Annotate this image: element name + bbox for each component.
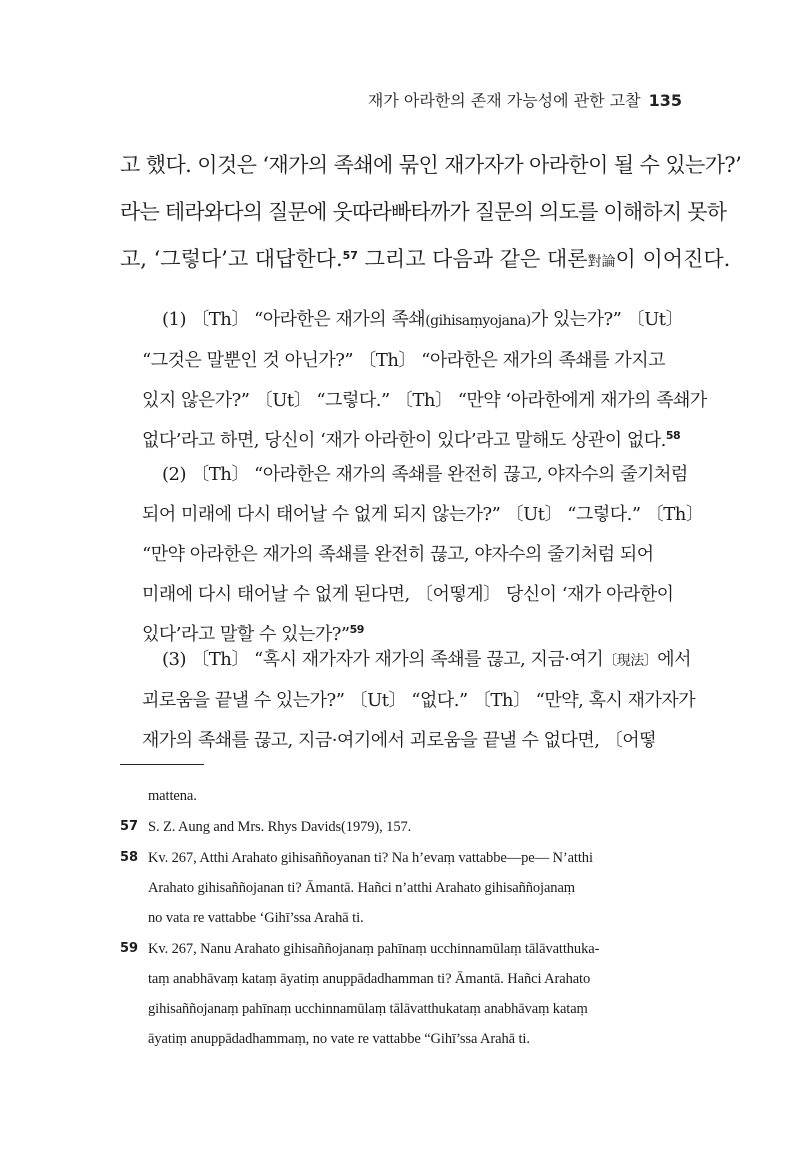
quote-line: 괴로움을 끝낼 수 있는가?” 〔Ut〕 “없다.” 〔Th〕 “만약, 혹시 재가자가 <box>142 690 696 711</box>
footnote-text: āyatiṃ anuppādadhammaṃ, no vate re vattabbe “Gihī’ssa Arahā ti. <box>148 1031 530 1047</box>
quote-line: “만약 아라한은 재가의 족쇄를 완전히 끊고, 야자수의 줄기처럼 되어 <box>142 544 654 565</box>
footnote-number: 57 <box>120 819 139 834</box>
quote-2 <box>142 455 704 655</box>
footnote-text: Kv. 267, Nanu Arahato gihisaññojanaṃ pahīnaṃ ucchinnamūlaṃ tālāvatthuka- <box>148 941 600 957</box>
page-number: 135 <box>648 91 682 110</box>
running-header <box>368 88 682 111</box>
quote-line: “그것은 말뿐인 것 아닌가?” 〔Th〕 “아라한은 재가의 족쇄를 가지고 <box>142 350 666 371</box>
quote-1 <box>142 300 707 461</box>
quote-line: 있지 않은가?” 〔Ut〕 “그렇다.” 〔Th〕 “만약 ‘아라한에게 재가의 족쇄가 <box>142 390 707 411</box>
footnote-57 <box>120 812 685 842</box>
quote-line: 미래에 다시 태어날 수 없게 된다면, 〔어떻게〕 당신이 ‘재가 아라한이 <box>142 584 674 605</box>
quote-line: 재가의 족쇄를 끊고, 지금·여기에서 괴로움을 끝낼 수 없다면, 〔어떻 <box>142 730 657 751</box>
footnote-continued: mattena. <box>148 788 197 804</box>
footnote-ref-57[interactable]: 57 <box>342 249 358 262</box>
hanja-gloss: 〔現法〕 <box>603 653 658 669</box>
footnote-text: gihisaññojanaṃ pahīnaṃ ucchinnamūlaṃ tālāvatthukataṃ anabhāvaṃ kataṃ <box>148 1001 588 1017</box>
quote-line: (2) 〔Th〕 “아라한은 재가의 족쇄를 완전히 끊고, 야자수의 줄기처럼 <box>162 464 688 485</box>
hanja-gloss: 對論 <box>587 254 616 270</box>
body-line: 고 했다. 이것은 ‘재가의 족쇄에 묶인 재가자가 아라한이 될 수 있는가?’ <box>120 153 742 177</box>
footnote-text: taṃ anabhāvaṃ kataṃ āyatiṃ anuppādadhamman ti? Āmantā. Hañci Arahato <box>148 971 591 987</box>
body-paragraph <box>120 142 742 286</box>
footnote-number: 59 <box>120 941 139 956</box>
header-title: 재가 아라한의 존재 가능성에 관한 고찰 <box>367 91 641 110</box>
footnote-text: Kv. 267, Atthi Arahato gihisaññoyanan ti? Na h’evaṃ vattabbe—pe— N’atthi <box>148 850 593 866</box>
body-line: 라는 테라와다의 질문에 웃따라빠타까가 질문의 의도를 이해하지 못하 <box>120 200 727 224</box>
quote-line: 있다’라고 말할 수 있는가?”$^{59}$ <box>142 623 364 645</box>
body-line: 고, ‘그렇다’고 대답한다.$^{57}$ 그리고 다음과 같은 대론對論이 이어진다. <box>120 247 731 271</box>
footnote-number: 58 <box>120 850 139 865</box>
quote-line: 없다’라고 하면, 당신이 ‘재가 아라한이 있다’라고 말해도 상관이 없다.$^{58}$ <box>142 429 681 451</box>
footnote-59 <box>120 934 685 1054</box>
footnote-ref-58[interactable]: 58 <box>665 429 681 442</box>
pali-term: (gihisaṃyojana) <box>425 313 531 329</box>
quote-3 <box>142 640 696 761</box>
quote-line: (1) 〔Th〕 “아라한은 재가의 족쇄(gihisaṃyojana)가 있는가?” 〔Ut〕 <box>162 309 684 330</box>
footnote-58 <box>120 843 685 933</box>
footnote-text: S. Z. Aung and Mrs. Rhys Davids(1979), 157. <box>148 819 412 835</box>
footnote-divider <box>120 764 204 765</box>
quote-line: (3) 〔Th〕 “혹시 재가자가 재가의 족쇄를 끊고, 지금·여기〔現法〕에서 <box>162 649 692 670</box>
quote-line: 되어 미래에 다시 태어날 수 없게 되지 않는가?” 〔Ut〕 “그렇다.” 〔Th〕 <box>142 504 704 525</box>
footnote-text: Arahato gihisaññojanan ti? Āmantā. Hañci n’atthi Arahato gihisaññojanaṃ <box>148 880 575 896</box>
footnote-text: no vata re vattabbe ‘Gihī’ssa Arahā ti. <box>148 910 364 926</box>
footnote-ref-59[interactable]: 59 <box>349 623 364 636</box>
